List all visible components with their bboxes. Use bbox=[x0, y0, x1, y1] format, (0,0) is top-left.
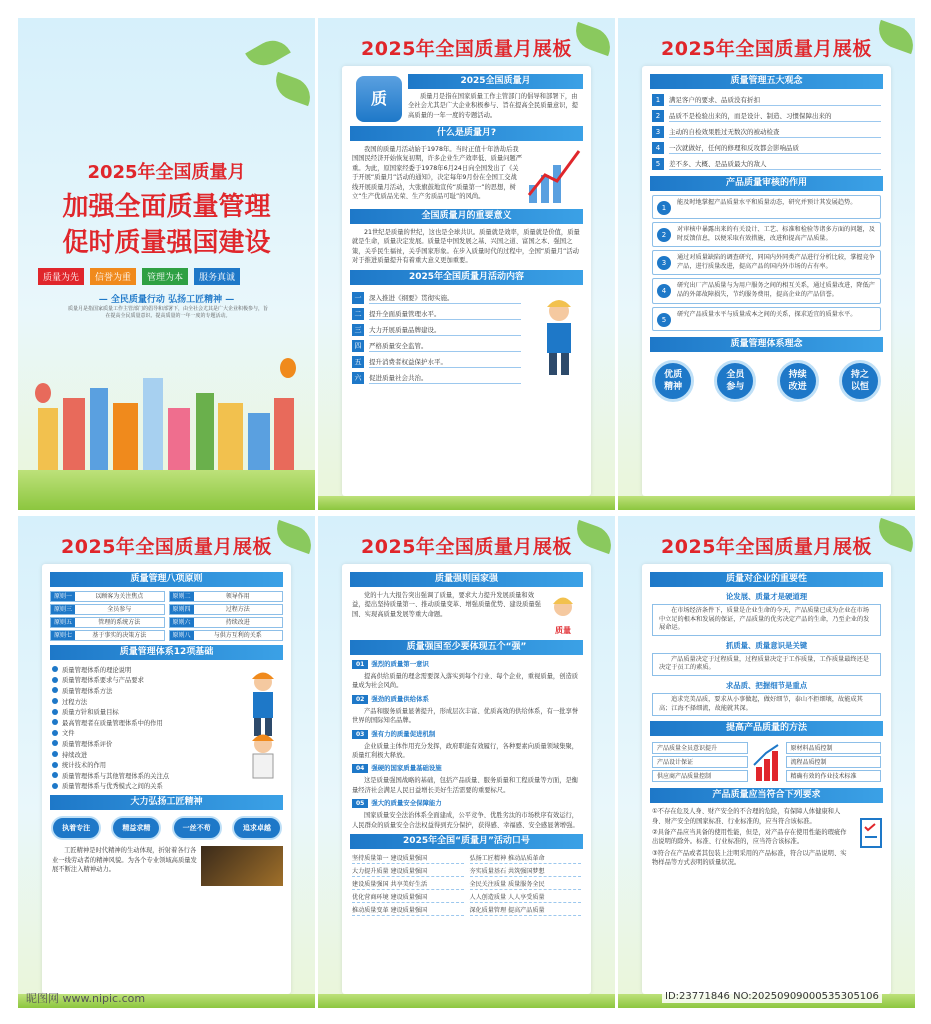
sub-header: 求品质、把握细节是重点 bbox=[725, 680, 808, 690]
cover-panel bbox=[18, 18, 315, 510]
quality-badge-icon: 质 bbox=[356, 76, 402, 122]
basis-text: 过程方法 bbox=[62, 698, 88, 706]
basis-item bbox=[52, 696, 229, 707]
slogan-item: 全民关注质量 质量服务全民 bbox=[470, 879, 582, 890]
content-card bbox=[42, 564, 291, 994]
audit-item bbox=[652, 222, 881, 247]
slogan-item: 弘扬工匠精神 推动品质革命 bbox=[470, 853, 582, 864]
basis-item bbox=[52, 749, 229, 760]
bullet-dot bbox=[52, 751, 58, 757]
concept-item bbox=[652, 109, 881, 122]
bullet-dot bbox=[52, 740, 58, 746]
activity-text: 提升消费者权益保护水平。 bbox=[369, 356, 521, 368]
panel-title: 2025年全国质量月展板 bbox=[61, 536, 272, 558]
audit-item bbox=[652, 195, 881, 219]
audit-item bbox=[652, 278, 881, 303]
activity-text: 严格质量安全监管。 bbox=[369, 340, 521, 352]
activity-item bbox=[352, 340, 521, 353]
tag-quality: 质量为先 bbox=[38, 268, 84, 285]
activity-item bbox=[352, 324, 521, 337]
section-header: 全国质量月的重要意义 bbox=[350, 209, 583, 224]
concept-circle: 优质 精神 bbox=[652, 360, 694, 402]
panel-quality-strong bbox=[318, 516, 615, 1008]
image-id-label: ID:23771846 NO:20250909000535305106 bbox=[662, 990, 882, 1003]
strong-item bbox=[342, 694, 591, 726]
audit-number: 2 bbox=[657, 228, 671, 242]
principle-key: 原则五 bbox=[51, 618, 75, 627]
strong-text: 产品和服务质量显著提升，形成层次丰富、优质高效的供给体系，有一批享誉世界的国际知名品牌。 bbox=[352, 707, 579, 725]
cover-small-text: 质量月是指国家质量工作主管部门的倡导和部署下，由全社会尤其是广大企业积极参与，旨在提高全民质量意识、提高质量的一年一度的专题活动。 bbox=[68, 306, 269, 319]
principle-key: 原则三 bbox=[51, 605, 75, 614]
activity-text: 深入推进《纲要》贯彻实施。 bbox=[369, 292, 521, 304]
section-header: 什么是质量月? bbox=[350, 126, 583, 141]
bullet-dot bbox=[52, 762, 58, 768]
leaf-decoration bbox=[245, 33, 291, 72]
panel-principles bbox=[18, 516, 315, 1008]
section-header: 提高产品质量的方法 bbox=[650, 721, 883, 736]
section-header: 2025年全国质量月活动内容 bbox=[350, 270, 583, 285]
principle-value: 持续改进 bbox=[225, 619, 250, 626]
audit-number: 1 bbox=[657, 201, 671, 215]
principle-cell bbox=[50, 604, 165, 615]
principle-cell bbox=[50, 591, 165, 602]
basis-text: 质量管理体系要求与产品要求 bbox=[62, 677, 144, 685]
principle-value: 全员参与 bbox=[107, 606, 132, 613]
basis-text: 质量方针和质量目标 bbox=[62, 709, 119, 717]
content-card bbox=[642, 66, 891, 496]
basis-item bbox=[52, 675, 229, 686]
craft-pill: 追求卓越 bbox=[232, 816, 282, 840]
slogan-grid bbox=[352, 853, 581, 916]
concept-circle: 持之 以恒 bbox=[839, 360, 881, 402]
activity-number: 六 bbox=[352, 372, 364, 384]
principle-value: 过程方法 bbox=[225, 606, 250, 613]
leaf-decoration bbox=[270, 72, 315, 106]
strong-heading: 强大的质量安全保障能力 bbox=[371, 799, 442, 808]
requirement-text: ②具备产品应当具备的使用性能，但是，对产品存在使用性能的瑕疵作出说明的除外。标准、行业标准的，应当符合该标准。 bbox=[652, 828, 847, 846]
concept-circle: 持续 改进 bbox=[777, 360, 819, 402]
concept-item bbox=[652, 141, 881, 154]
basis-text: 质量管理体系评价 bbox=[62, 740, 113, 748]
principle-cell bbox=[169, 617, 284, 628]
activity-number: 五 bbox=[352, 356, 364, 368]
principle-cell bbox=[50, 617, 165, 628]
cover-headline-2: 促时质量强国建设 bbox=[62, 228, 271, 258]
strong-item bbox=[342, 729, 591, 761]
requirements-section bbox=[642, 807, 891, 867]
slogan-item: 坚持质量第一 建设质量强国 bbox=[352, 853, 464, 864]
panel-title: 2025年全国质量月展板 bbox=[361, 38, 572, 60]
concept-text: 品质不是检验出来的，而是设计、制造、习惯保障出来的 bbox=[669, 110, 881, 122]
strong-heading: 强劲的质量供给体系 bbox=[371, 694, 429, 703]
what-section bbox=[342, 145, 591, 205]
principle-cell bbox=[50, 630, 165, 641]
section-header: 产品质量应当符合下列要求 bbox=[650, 788, 883, 803]
panel-title: 2025年全国质量月展板 bbox=[661, 536, 872, 558]
mascot-icon bbox=[548, 591, 578, 621]
basis-item bbox=[52, 685, 229, 696]
strong-number: 04 bbox=[352, 764, 368, 773]
method-section bbox=[652, 740, 881, 784]
principle-cell bbox=[169, 591, 284, 602]
audit-text: 对审核中暴露出来的有关设计、工艺、标准和检验等诸多方面的问题，及时反馈信息，以便采取有效措施，改进和提高产品质量。 bbox=[677, 226, 875, 242]
basis-item bbox=[52, 728, 229, 739]
audit-number: 4 bbox=[657, 284, 671, 298]
concept-text: 主动的自检效果胜过无数次的被动检查 bbox=[669, 126, 881, 138]
section-header: 质量管理八项原则 bbox=[50, 572, 283, 587]
activity-number: 四 bbox=[352, 340, 364, 352]
principle-key: 原则四 bbox=[170, 605, 194, 614]
strong-text: 这是质量强国战略的基础，包括产品质量、服务质量和工程质量等方面，是衡量经济社会满足人民日益增长美好生活需要的重要标尺。 bbox=[352, 777, 579, 794]
strong-number: 03 bbox=[352, 730, 368, 739]
slogan-item: 建设质量强国 共享美好生活 bbox=[352, 879, 464, 890]
requirement-text: ③符合在产品或者其包装上注明采用的产品标准，符合以产品说明、实物样品等方式表明的质量状况。 bbox=[652, 849, 847, 867]
system-concepts bbox=[642, 360, 891, 402]
craft-pill: 精益求精 bbox=[111, 816, 161, 840]
bullet-dot bbox=[52, 719, 58, 725]
concept-text: 满足客户的要求、品质没有折扣 bbox=[669, 94, 881, 106]
activity-number: 一 bbox=[352, 292, 364, 304]
principle-value: 与供方互利的关系 bbox=[213, 632, 262, 639]
panel-management-concepts bbox=[618, 18, 915, 510]
strong-number: 02 bbox=[352, 695, 368, 704]
method-item: 供应商产品质量控制 bbox=[652, 770, 748, 782]
panel-title: 2025年全国质量月展板 bbox=[361, 536, 572, 558]
worker-illustration bbox=[239, 664, 285, 784]
principle-value: 管理的系统方法 bbox=[98, 619, 141, 626]
strong-section bbox=[342, 591, 591, 636]
mascot bbox=[543, 591, 583, 636]
principle-key: 原则二 bbox=[170, 592, 194, 601]
method-item: 流程品质控制 bbox=[786, 756, 882, 768]
panel-quality-month bbox=[318, 18, 615, 510]
bullet-dot bbox=[52, 783, 58, 789]
audit-text: 研究产品质量水平与质量成本之间的关系，探求适宜的质量水平。 bbox=[677, 310, 857, 318]
activity-item bbox=[352, 308, 521, 321]
basis-text: 质量管理体系与其他管理体系的关注点 bbox=[62, 772, 170, 780]
audit-text: 研究出厂产品质量与为用户服务之间的相互关系，通过质量改进，降低产品的外部故障损失，节约服务费用，提高企业的产品信誉。 bbox=[677, 282, 875, 298]
concept-number: 5 bbox=[652, 158, 664, 170]
principle-cell bbox=[169, 604, 284, 615]
checklist-icon bbox=[859, 817, 883, 851]
activity-item bbox=[352, 292, 521, 305]
bullet-dot bbox=[52, 666, 58, 672]
strong-text: 党的十九大报告突出强调了质量，要求大力提升发展质量和效益，提出坚持质量第一、推动质量变革、增强质量优势、建设质量强国、实现高质量发展等重大命题。 bbox=[352, 592, 541, 618]
concept-number: 1 bbox=[652, 94, 664, 106]
principle-value: 基于事实的决策方法 bbox=[92, 632, 147, 639]
activity-item bbox=[352, 356, 521, 369]
concept-item bbox=[652, 125, 881, 138]
concept-item bbox=[652, 157, 881, 170]
grass-ground bbox=[318, 496, 615, 510]
basis-text: 持续改进 bbox=[62, 751, 88, 759]
audit-text: 通过对质量缺陷的调查研究，同国内外同类产品进行分析比较，掌握竞争产品，进行质量改进，提高产品的国内外市场的占有率。 bbox=[677, 254, 875, 270]
strong-item bbox=[342, 763, 591, 795]
strong-item bbox=[342, 659, 591, 691]
craftsman-photo bbox=[201, 846, 283, 886]
activity-text: 促进质量社会共治。 bbox=[369, 372, 521, 384]
section-header: 质量管理体系理念 bbox=[650, 337, 883, 352]
watermark: 昵图网 www.nipic.com bbox=[26, 992, 146, 1005]
concept-circle: 全员 参与 bbox=[714, 360, 756, 402]
activity-text: 大力开展质量品牌建设。 bbox=[369, 324, 521, 336]
content-card bbox=[342, 564, 591, 994]
slogan-item: 深化质量管理 提高产品质量 bbox=[470, 905, 582, 916]
sub-header: 论发展、质量才是硬道理 bbox=[725, 592, 808, 601]
section-header: 质量对企业的重要性 bbox=[650, 572, 883, 587]
activity-section bbox=[342, 289, 591, 388]
tag-credit: 信誉为重 bbox=[90, 268, 136, 285]
principle-value: 以顾客为关注焦点 bbox=[95, 593, 144, 600]
strong-text: 企业质量主体作用充分发挥，政府职能有效履行，各种要素向质量领域集聚，质量红利极大释放。 bbox=[352, 742, 579, 760]
cover-subtitle: 2025年全国质量月 bbox=[87, 162, 246, 183]
importance-text: 产品质量决定于过程质量，过程质量决定于工作质量，工作质量最终还是决定于员工的素质。 bbox=[652, 653, 881, 676]
cover-headline-1: 加强全面质量管理 bbox=[62, 192, 271, 222]
tag-management: 管理为本 bbox=[142, 268, 188, 285]
what-text: 我国的质量月活动始于1978年。当时正值十年浩劫后我国国民经济开始恢复初期，许多企业生产效率低、质量问题严重。为此，原国家经委于1978年6月24日向全国发出了《关于开展“质量月”活动的通知》，决定每年9月份在全国工交战线开展质量月活动，大张旗鼓地宣传“质量第一”的思想，树立“生产优质品光荣、生产劣质品可耻”的风尚。 bbox=[352, 146, 523, 201]
strong-item bbox=[342, 798, 591, 830]
strong-number: 05 bbox=[352, 799, 368, 808]
bullet-dot bbox=[52, 772, 58, 778]
section-header: 产品质量审核的作用 bbox=[650, 176, 883, 191]
method-item: 产品质量全员意识提升 bbox=[652, 742, 748, 754]
concept-number: 2 bbox=[652, 110, 664, 122]
slogan-item: 优化营商环境 建设质量强国 bbox=[352, 892, 464, 903]
city-skyline-illustration bbox=[18, 348, 315, 478]
principle-key: 原则七 bbox=[51, 631, 75, 640]
bullet-dot bbox=[52, 730, 58, 736]
strong-number: 01 bbox=[352, 660, 368, 669]
sub-header: 抓质量、质量意识是关键 bbox=[725, 640, 808, 650]
section-header: 质量管理五大观念 bbox=[650, 74, 883, 89]
importance-text: 在市场经济条件下，质量是企业生命的今天，产品质量已成为企业在市场中立足的根本和发展的保证，产品质量的优劣决定产品的生命，乃至企业的发展命运。 bbox=[652, 604, 881, 636]
section-header: 质量管理体系12项基础 bbox=[50, 645, 283, 660]
twelve-section bbox=[42, 664, 291, 791]
basis-item bbox=[52, 759, 229, 770]
principle-grid bbox=[50, 591, 283, 641]
concept-text: 差不多、大概、是品质最大的敌人 bbox=[669, 158, 881, 170]
craft-text: 工匠精神是时代精神的生动体现，折射着各行各业一线劳动者的精神风貌。为各个专业领域高质量发展不断注入精神动力。 bbox=[52, 847, 197, 873]
section-header: 2025全国质量月 bbox=[408, 74, 583, 89]
method-item: 原材料品质控制 bbox=[786, 742, 882, 754]
strong-heading: 强硬的国家质量基础设施 bbox=[371, 764, 442, 773]
basis-text: 质量管理体系方法 bbox=[62, 687, 113, 695]
intro-text: 质量月是指在国家质量工作主管部门的倡导和部署下，由全社会尤其是广大企业积极参与、旨在提高全民质量意识，提高质量的一年一度的专题活动。 bbox=[408, 93, 579, 119]
panel-enterprise-quality bbox=[618, 516, 915, 1008]
concept-item bbox=[652, 93, 881, 106]
slogan-item: 大力提升质量 建设质量强国 bbox=[352, 866, 464, 877]
method-item: 精确有效的作业技术标准 bbox=[786, 770, 882, 782]
audit-number: 3 bbox=[657, 256, 671, 270]
activity-item bbox=[352, 372, 521, 385]
meaning-text: 21世纪是质量的世纪，这也是全球共识。质量就是效率，质量就是价值，质量就是生命，质量决定发展。质量是中国发展之基、兴国之道、富国之本、强国之策，关乎民生福祉，关乎国家形象。在步入质量时代的过程中，全国“质量月”活动对于推进质量提升有着重大意义更加重要。 bbox=[352, 229, 580, 265]
strong-text: 国家质量安全法治体系全面建成，公平竞争、优胜劣汰的市场秩序有效运行，人民群众的质量安全合法权益得到充分保护，获得感、幸福感、安全感显著增强。 bbox=[352, 812, 579, 829]
concept-number: 3 bbox=[652, 126, 664, 138]
audit-item bbox=[652, 307, 881, 331]
strong-text: 提高供给质量的理念需要深入落实到每个行业、每个企业，重视质量，创造质量成为社会风尚。 bbox=[352, 673, 579, 690]
activity-text: 提升全面质量管理水平。 bbox=[369, 308, 521, 320]
basis-text: 质量管理体系的理论说明 bbox=[62, 666, 132, 674]
basis-text: 最高管理者在质量管理体系中的作用 bbox=[62, 719, 163, 727]
intro-section bbox=[342, 72, 591, 122]
basis-item bbox=[52, 706, 229, 717]
bullet-dot bbox=[52, 709, 58, 715]
content-card bbox=[642, 564, 891, 994]
audit-number: 5 bbox=[657, 313, 671, 327]
requirement-text: ①不存在危及人身、财产安全的不合理的危险，有保障人体健康和人身、财产安全的国家标准、行业标准的，应当符合该标准。 bbox=[652, 808, 841, 825]
activity-number: 二 bbox=[352, 308, 364, 320]
basis-item bbox=[52, 738, 229, 749]
bullet-dot bbox=[52, 687, 58, 693]
slogan-item: 推动质量变革 建设质量强国 bbox=[352, 905, 464, 916]
content-card bbox=[342, 66, 591, 496]
engineer-illustration bbox=[531, 289, 585, 379]
principle-value: 领导作用 bbox=[225, 593, 250, 600]
tag-service: 服务真诚 bbox=[194, 268, 240, 285]
importance-text: 追求完美品质，要求从小事做起，做好细节，泰山不拒细壤，故能成其高；江海不择细流，故能就其深。 bbox=[652, 693, 881, 716]
basis-item bbox=[52, 770, 229, 781]
growth-chart-illustration bbox=[525, 145, 583, 205]
slogan-item: 人人创造质量 人人享受质量 bbox=[470, 892, 582, 903]
basis-text: 统计技术的作用 bbox=[62, 762, 107, 770]
method-item: 产品设计保证 bbox=[652, 756, 748, 768]
craft-pill: 执着专注 bbox=[51, 816, 101, 840]
craft-pill: 一丝不苟 bbox=[172, 816, 222, 840]
basis-item bbox=[52, 781, 229, 792]
craft-pills bbox=[46, 816, 287, 840]
craft-section bbox=[42, 846, 291, 886]
audit-item bbox=[652, 250, 881, 275]
growth-arrow-icon bbox=[752, 741, 782, 783]
concept-text: 一次就做好，任何的修理和反攻都会影响品质 bbox=[669, 142, 881, 154]
principle-key: 原则一 bbox=[51, 592, 75, 601]
section-header: 质量强则国家强 bbox=[350, 572, 583, 587]
section-header: 2025年全国“质量月”活动口号 bbox=[350, 834, 583, 849]
basis-item bbox=[52, 664, 229, 675]
grass-ground bbox=[618, 496, 915, 510]
basis-item bbox=[52, 717, 229, 728]
cover-slogan: — 全民质量行动 弘扬工匠精神 — bbox=[98, 295, 235, 305]
audit-text: 能及时地掌握产品质量水平和质量动态，研究并预计其发展趋势。 bbox=[677, 199, 857, 206]
basis-text: 文件 bbox=[62, 730, 75, 738]
activity-number: 三 bbox=[352, 324, 364, 336]
strong-heading: 强烈的质量第一意识 bbox=[371, 660, 429, 668]
bullet-dot bbox=[52, 698, 58, 704]
slogan-item: 夯实质量基石 共筑强国梦想 bbox=[470, 866, 582, 877]
section-header: 大力弘扬工匠精神 bbox=[50, 795, 283, 810]
bullet-dot bbox=[52, 677, 58, 683]
grass-ground bbox=[318, 994, 615, 1008]
section-header: 质量强国至少要体现五个“强” bbox=[350, 640, 583, 655]
basis-text: 质量管理体系与优秀模式之间的关系 bbox=[62, 783, 163, 791]
mascot-label: 质量 bbox=[555, 626, 571, 635]
principle-key: 原则六 bbox=[170, 618, 194, 627]
strong-heading: 强有力的质量促进机制 bbox=[371, 729, 436, 738]
cover-tags bbox=[38, 268, 240, 285]
grass-ground bbox=[18, 470, 315, 510]
concept-number: 4 bbox=[652, 142, 664, 154]
panel-title: 2025年全国质量月展板 bbox=[661, 38, 872, 60]
principle-cell bbox=[169, 630, 284, 641]
principle-key: 原则八 bbox=[170, 631, 194, 640]
